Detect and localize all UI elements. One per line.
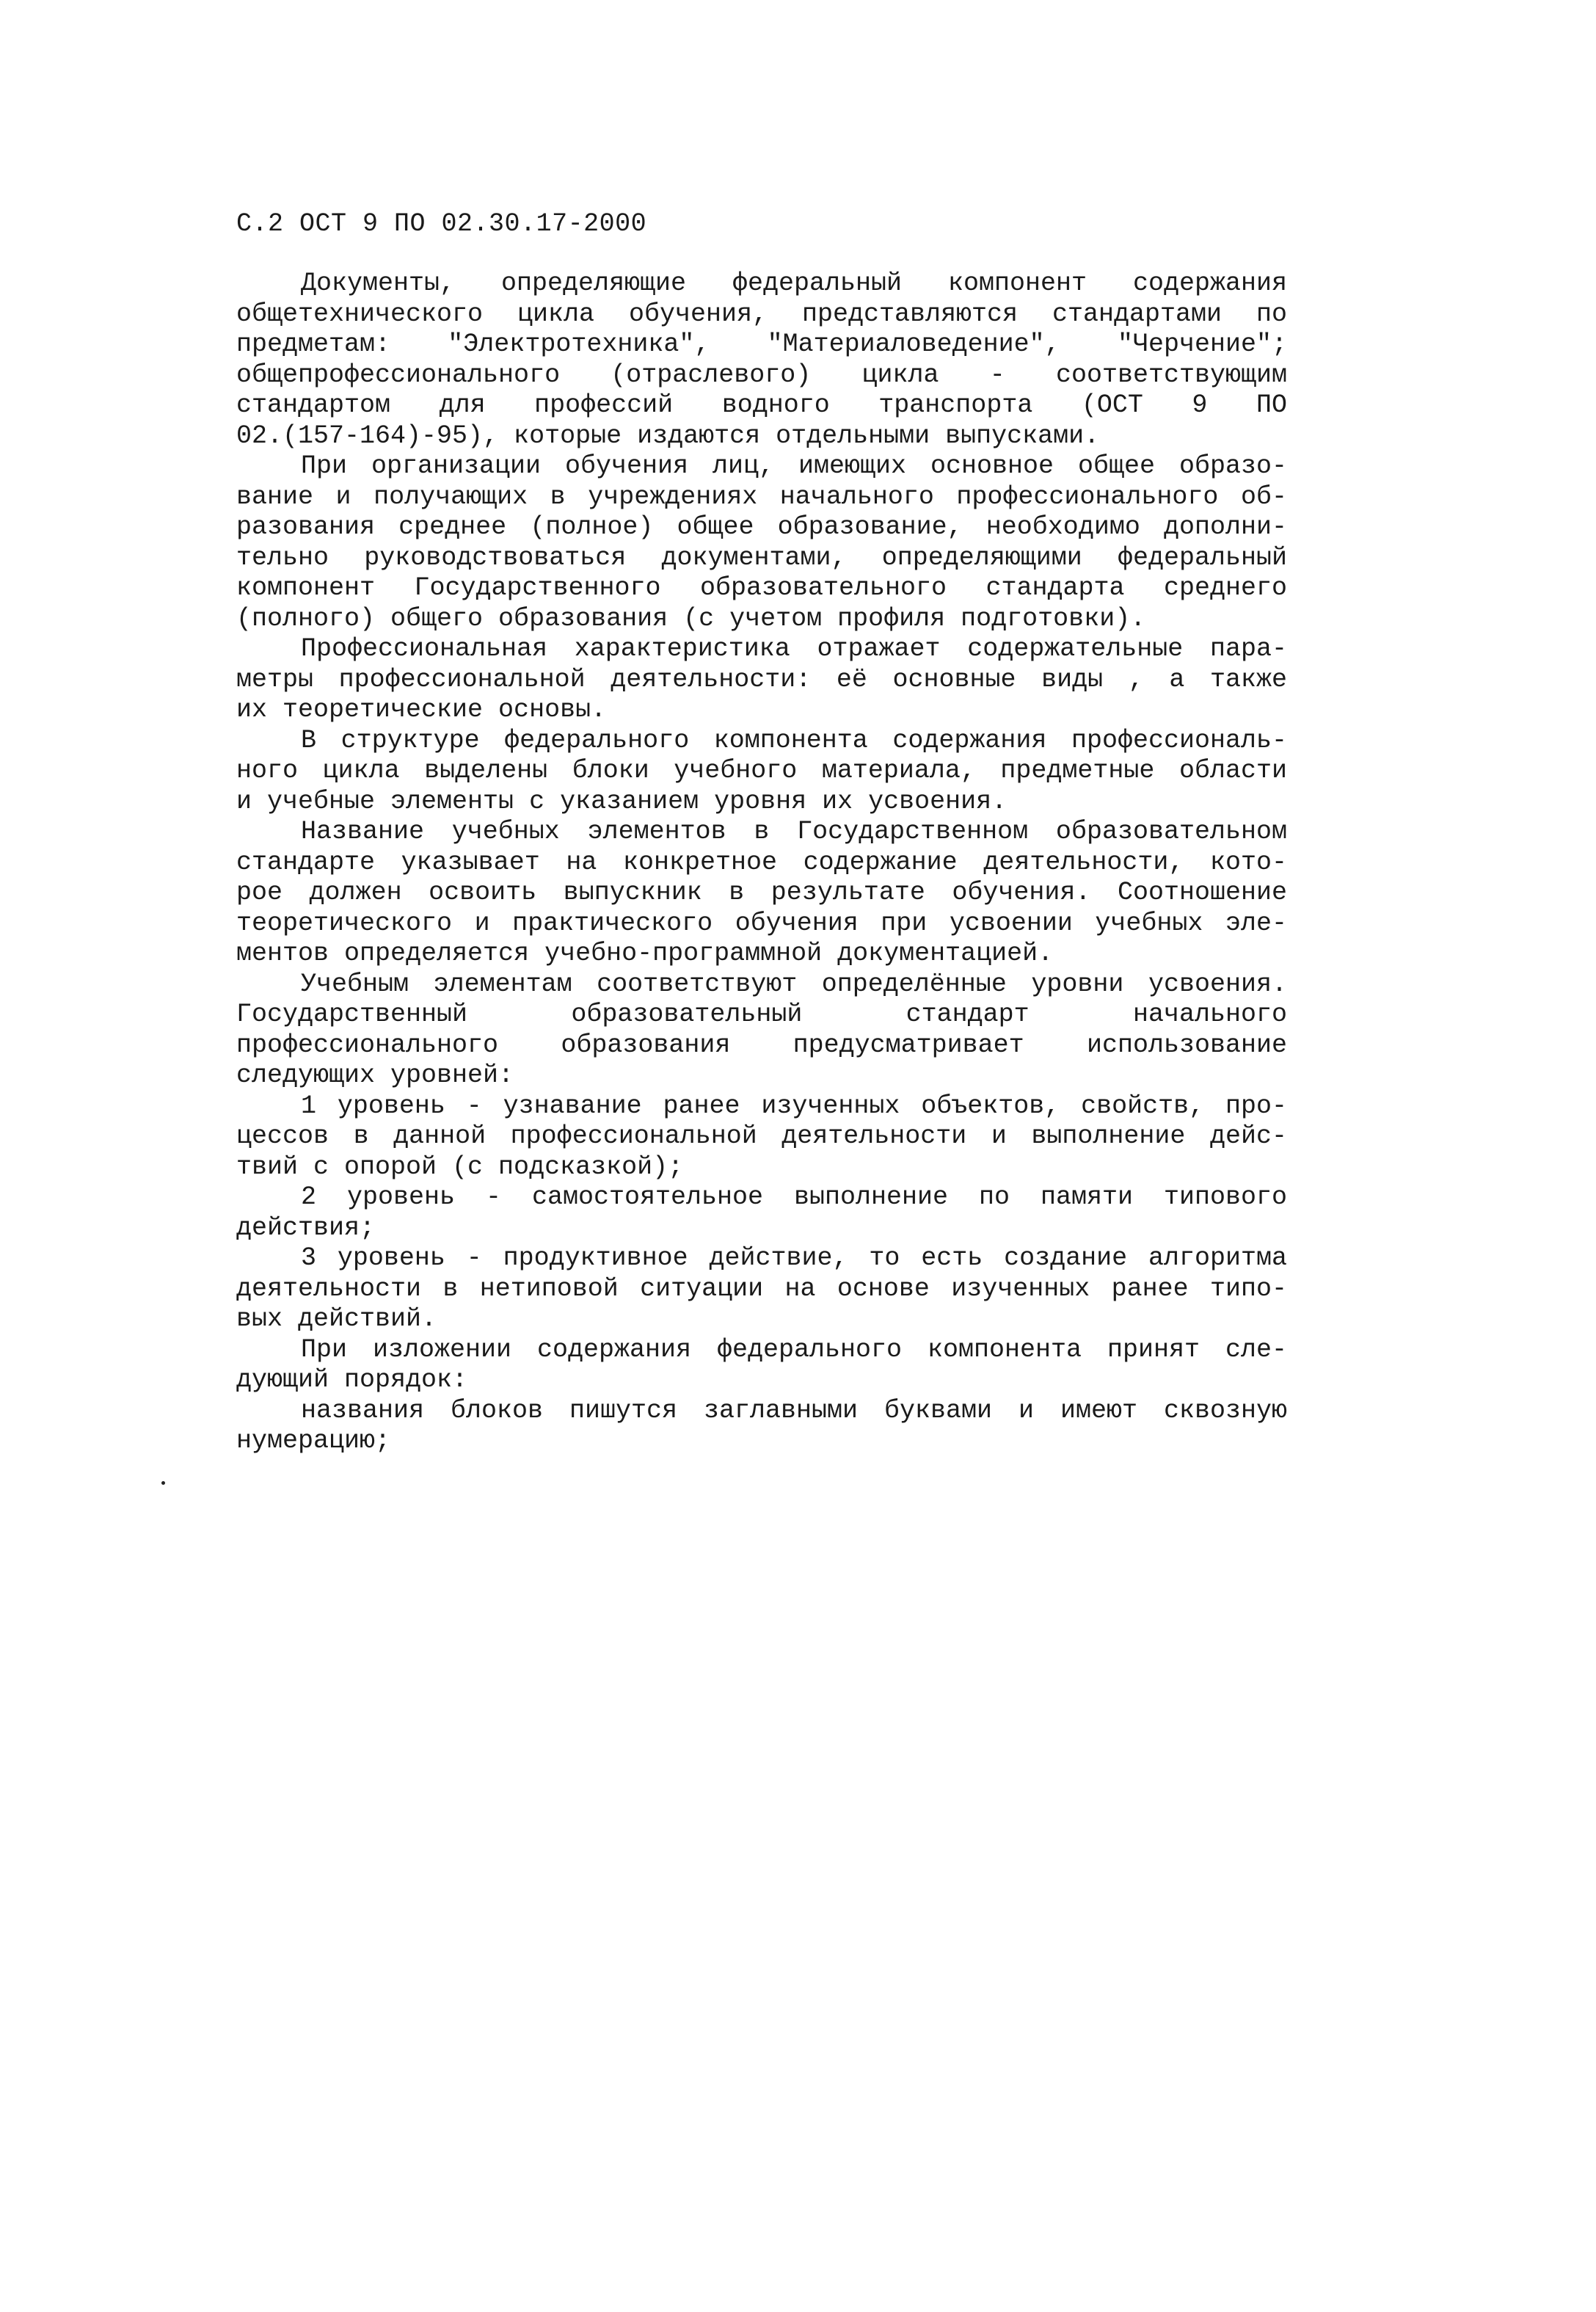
text-line: теоретического и практического обучения при усвоении учебных эле- [236,908,1287,938]
text-line: тельно руководствоваться документами, определяющими федеральный [236,542,1287,572]
text-line: 2 уровень - самостоятельное выполнение по памяти типового [301,1182,1287,1212]
text-line: их теоретические основы. [236,695,607,724]
text-line: (полного) общего образования (с учетом профиля подготовки). [236,603,1146,633]
text-line: действия; [236,1213,376,1243]
text-line: Название учебных элементов в Государственном образовательном [301,817,1287,846]
text-line: профессионального образования предусматривает использование [236,1030,1287,1060]
text-line: При изложении содержания федерального компонента принят сле- [301,1334,1287,1364]
text-line: общетехнического цикла обучения, представляются стандартами по [236,299,1287,329]
text-line: вание и получающих в учреждениях начального профессионального об- [236,481,1287,512]
text-line: нумерацию; [236,1426,391,1455]
text-line: При организации обучения лиц, имеющих основное общее образо- [301,451,1287,481]
text-line: вых действий. [236,1304,437,1334]
text-line: следующих уровней: [236,1061,514,1090]
text-line: ментов определяется учебно-программной документацией. [236,939,1054,968]
text-line: стандартом для профессий водного транспорта (ОСТ 9 ПО [236,390,1287,420]
text-line: общепрофессионального (отраслевого) цикла - соответствующим [236,360,1287,390]
text-line: ного цикла выделены блоки учебного материала, предметные области [236,756,1287,785]
text-line: стандарте указывает на конкретное содержание деятельности, кото- [236,847,1287,877]
text-line: 3 уровень - продуктивное действие, то есть создание алгоритма [301,1243,1287,1273]
text-line: разования среднее (полное) общее образование, необходимо дополни- [236,512,1287,542]
text-line: дующий порядок: [236,1365,468,1395]
text-line: Профессиональная характеристика отражает содержательные пара- [301,634,1287,664]
text-line: твий с опорой (с подсказкой); [236,1152,684,1182]
text-line: В структуре федерального компонента содержания профессиональ- [301,725,1287,755]
scan-dot [161,1481,165,1485]
text-line: Учебным элементам соответствуют определённые уровни усвоения. [301,969,1287,999]
text-line: 02.(157-164)-95), которые издаются отдельными выпусками. [236,421,1100,451]
text-line: цессов в данной профессиональной деятельности и выполнение дейс- [236,1122,1287,1151]
text-line: метры профессиональной деятельности: её основные виды , а также [236,664,1287,694]
text-line: и учебные элементы с указанием уровня их усвоения. [236,786,1007,816]
text-line: рое должен освоить выпускник в результате обучения. Соотношение [236,878,1287,907]
text-line: компонент Государственного образовательного стандарта среднего [236,573,1287,603]
page-header: С.2 ОСТ 9 ПО 02.30.17-2000 [236,209,647,239]
body-text [236,269,1287,1457]
text-line: Документы, определяющие федеральный компонент содержания [301,269,1287,298]
text-line: Государственный образовательный стандарт начального [236,1000,1287,1029]
text-line: 1 уровень - узнавание ранее изученных объектов, свойств, про- [301,1091,1287,1121]
text-line: деятельности в нетиповой ситуации на основе изученных ранее типо- [236,1273,1287,1304]
text-line: предметам: "Электротехника", "Материаловедение", "Черчение"; [236,330,1287,359]
text-line: названия блоков пишутся заглавными буквами и имеют сквозную [301,1395,1287,1425]
